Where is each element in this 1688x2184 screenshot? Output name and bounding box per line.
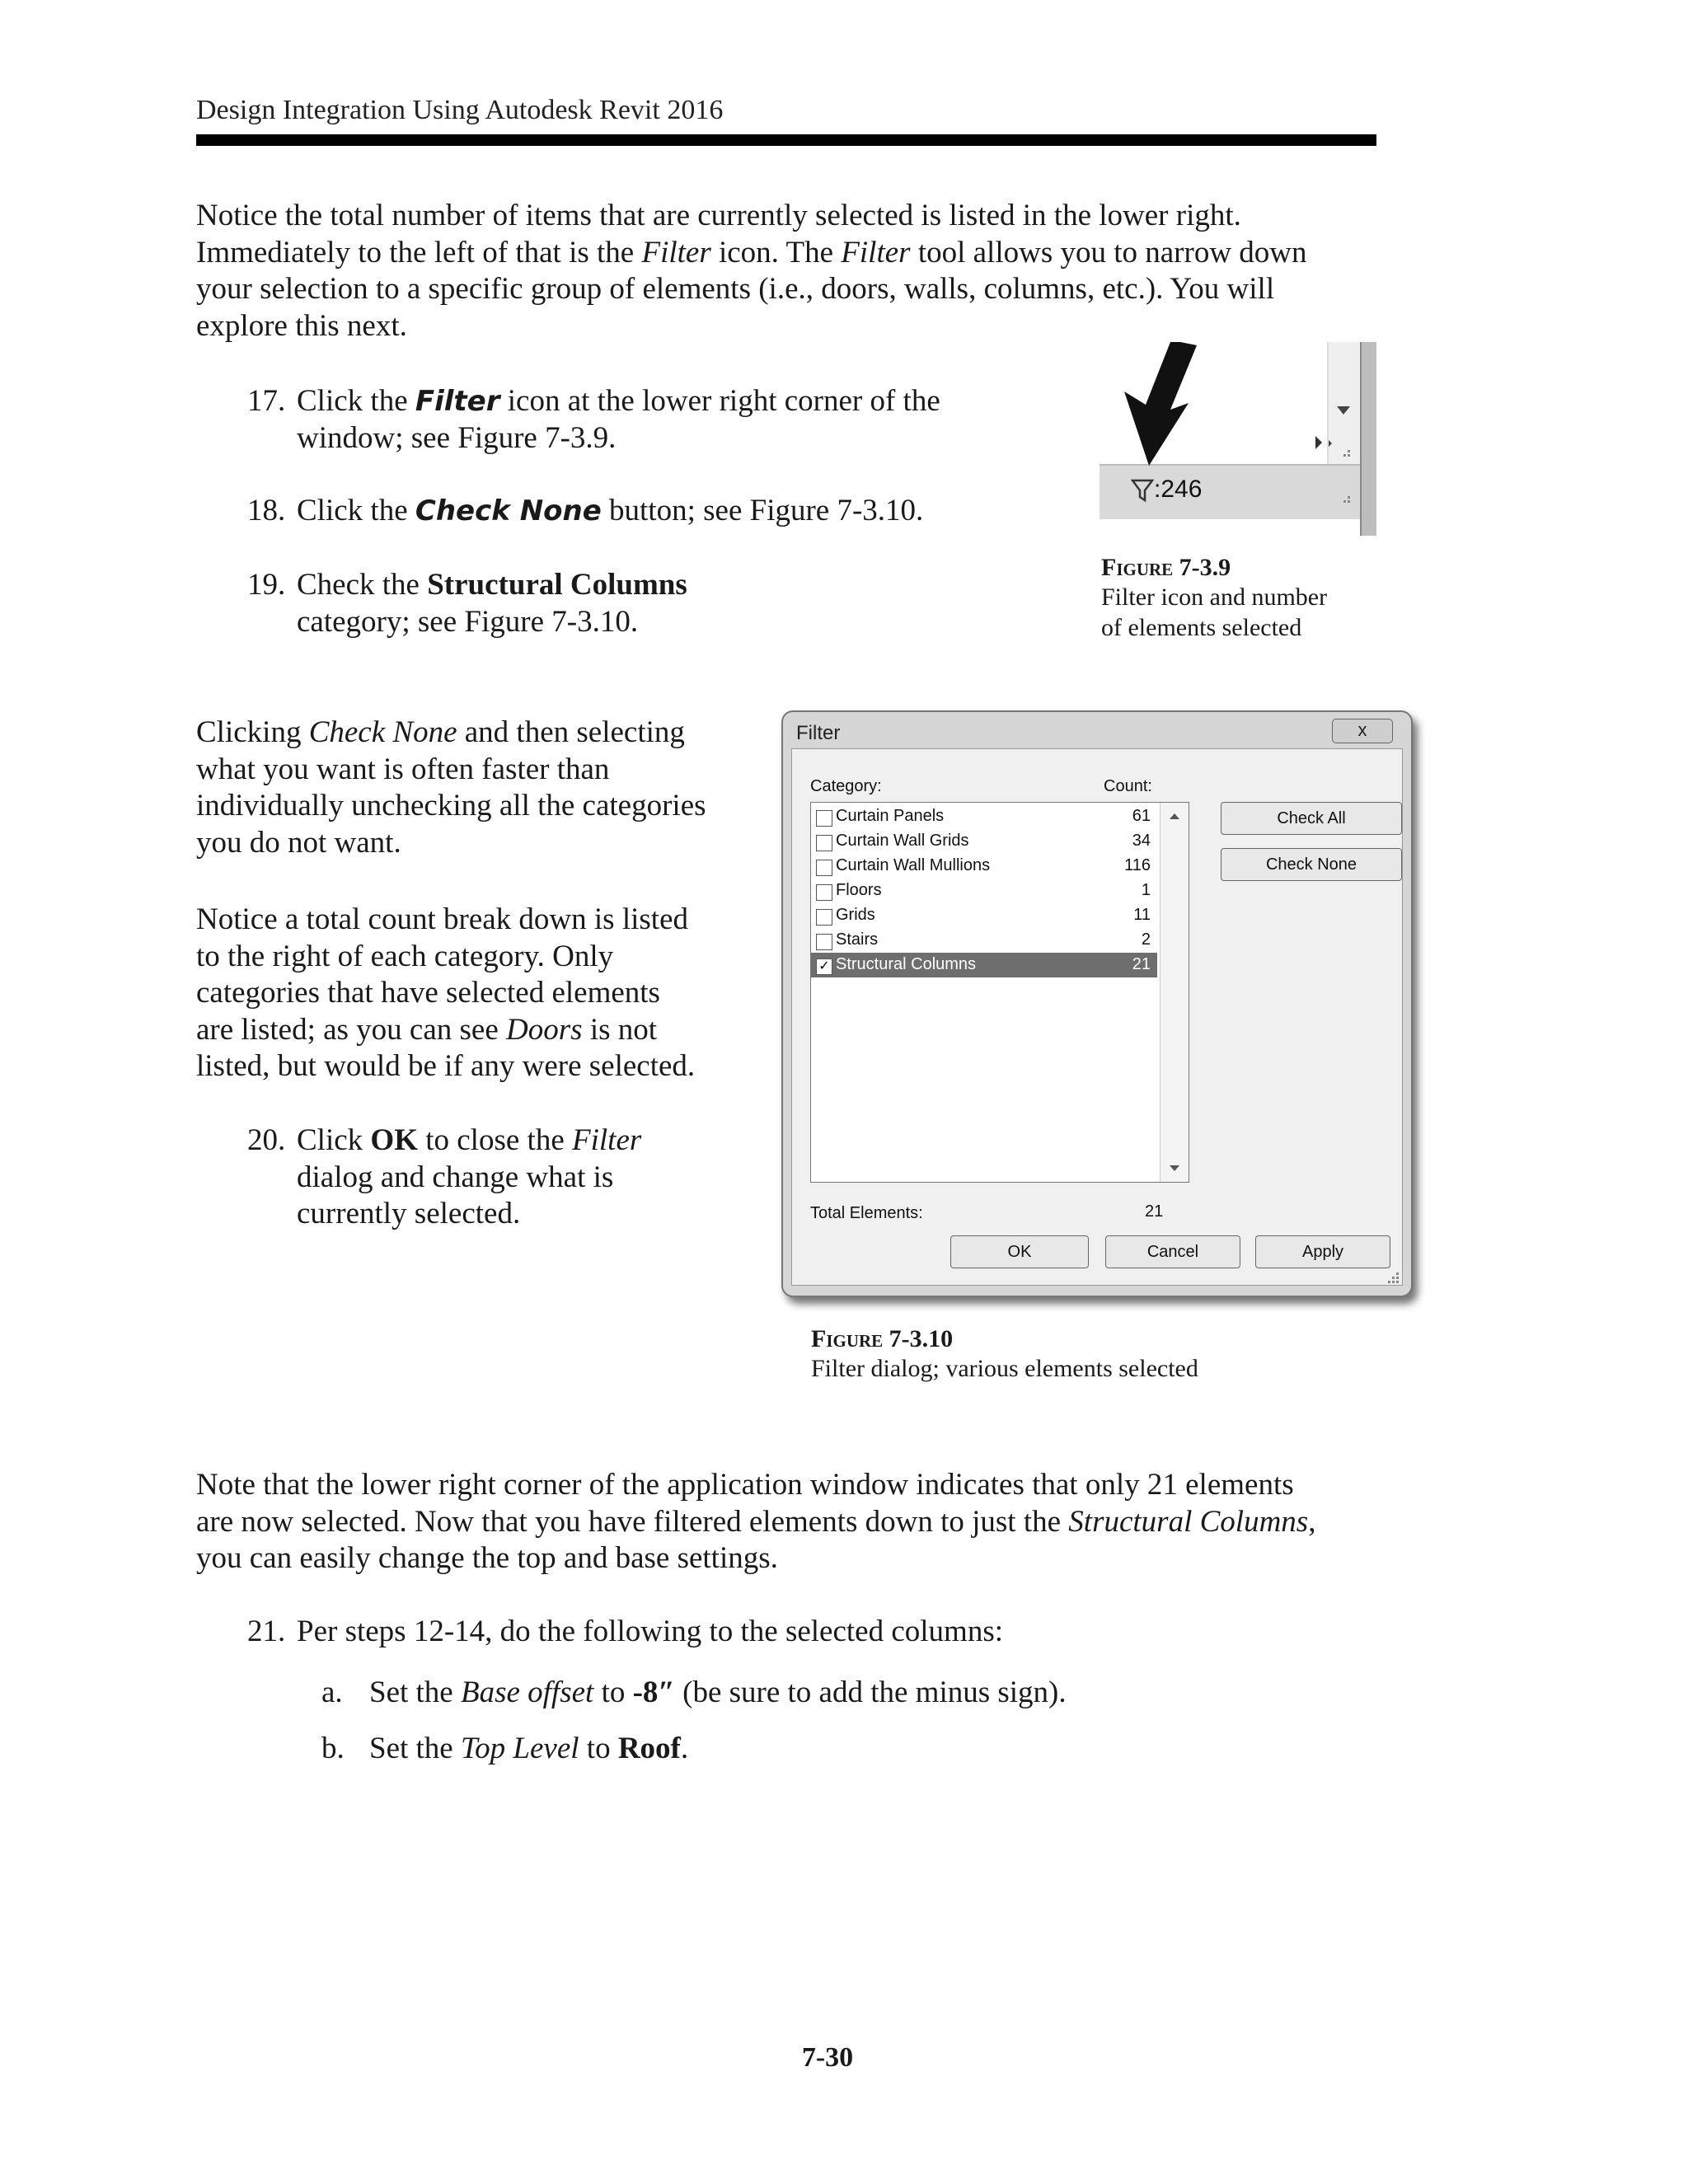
- dialog-body: [791, 748, 1403, 1286]
- note-paragraph: [196, 1467, 1416, 1577]
- category-count: 2: [1141, 930, 1151, 949]
- intro-line-1: Notice the total number of items that are currently selected is listed in the lower right.: [196, 199, 1241, 232]
- check-all-button[interactable]: Check All: [1221, 802, 1402, 835]
- category-count: 21: [1132, 955, 1151, 973]
- substep-text-part: .: [680, 1732, 689, 1765]
- side-paragraph-2: [196, 902, 757, 1085]
- step-text-part: Click the: [297, 494, 415, 527]
- figure-7-3-10-caption: [811, 1325, 1388, 1384]
- category-name: Structural Columns: [836, 955, 977, 973]
- step-17: [247, 383, 989, 457]
- substep-text: [369, 1675, 1276, 1712]
- list-item[interactable]: [811, 804, 1157, 829]
- caption-line: Filter icon and number: [1101, 583, 1328, 611]
- running-header: Design Integration Using Autodesk Revit 2016: [196, 95, 724, 125]
- side-italic-term: Doors: [506, 1012, 583, 1047]
- step-keyword: OK: [370, 1123, 418, 1157]
- step-text-line: category; see Figure 7-3.10.: [297, 604, 639, 639]
- figure-label: Figure 7-3.9: [1101, 554, 1231, 581]
- step-text: Per steps 12-14, do the following to the selected columns:: [297, 1615, 1004, 1648]
- step-keyword: Check None: [415, 494, 602, 527]
- category-label: Category:: [810, 777, 882, 795]
- substep-text: [369, 1731, 1276, 1768]
- step-18: [247, 493, 989, 531]
- category-count: 61: [1132, 807, 1151, 825]
- category-count: 116: [1124, 856, 1151, 874]
- check-none-button[interactable]: Check None: [1221, 848, 1402, 881]
- checkbox[interactable]: [816, 810, 832, 827]
- substep-value: Roof: [617, 1732, 681, 1765]
- substep-text-part: to: [593, 1675, 633, 1709]
- category-count: 1: [1141, 881, 1151, 899]
- side-text: Clicking: [196, 715, 309, 749]
- step-text-part: Check the: [297, 568, 428, 602]
- header-rule: [196, 134, 1376, 146]
- side-text-line: what you want is often faster than: [196, 752, 610, 786]
- intro-line-3: your selection to a specific group of elements (i.e., doors, walls, columns, etc.). You will: [196, 272, 1275, 306]
- category-name: Stairs: [836, 930, 879, 949]
- step-number: 18.: [247, 494, 286, 527]
- step-keyword: Structural Columns: [427, 568, 687, 602]
- note-text: are now selected. Now that you have filtered elements down to just the: [196, 1504, 1069, 1539]
- filter-icon[interactable]: [1131, 477, 1154, 504]
- step-text: [297, 493, 989, 530]
- substep-a: [321, 1675, 1311, 1713]
- side-text: and then selecting: [457, 715, 685, 749]
- step-text-line: dialog and change what is: [297, 1160, 614, 1194]
- figure-7-3-9-caption: [1101, 554, 1398, 643]
- category-name: Curtain Wall Mullions: [836, 856, 991, 874]
- apply-button[interactable]: Apply: [1255, 1235, 1390, 1268]
- intro-text: tool allows you to narrow down: [910, 235, 1307, 269]
- step-text: [297, 567, 989, 640]
- side-paragraph-1: [196, 715, 757, 861]
- side-text-line: to the right of each category. Only: [196, 939, 614, 973]
- count-label: Count:: [1104, 777, 1152, 795]
- step-text-part: icon at the lower right corner of the: [499, 384, 940, 418]
- side-text-line: individually unchecking all the categories: [196, 789, 706, 823]
- intro-paragraph: [196, 198, 1416, 344]
- total-elements-label: Total Elements:: [810, 1204, 923, 1222]
- cancel-button[interactable]: Cancel: [1105, 1235, 1240, 1268]
- side-text-line: listed, but would be if any were selected.: [196, 1049, 696, 1083]
- arrow-pointer-icon: [1100, 342, 1372, 536]
- step-text-part: Click: [297, 1123, 371, 1157]
- note-text: ,: [1308, 1504, 1316, 1539]
- side-text-line: categories that have selected elements: [196, 976, 660, 1010]
- total-elements-value: 21: [1145, 1202, 1164, 1221]
- filter-dialog: [781, 710, 1413, 1297]
- step-number: 17.: [247, 384, 286, 418]
- substep-italic-term: Base offset: [460, 1675, 594, 1709]
- substep-letter: a.: [321, 1675, 343, 1709]
- resize-grip-icon[interactable]: [1387, 1270, 1400, 1283]
- list-item[interactable]: [811, 928, 1157, 953]
- step-text-part: to close the: [417, 1123, 572, 1157]
- list-item[interactable]: [811, 829, 1157, 854]
- step-number: 19.: [247, 568, 286, 602]
- side-text: is not: [582, 1012, 658, 1047]
- checkbox[interactable]: [816, 860, 832, 876]
- figure-7-3-9-image: [1100, 342, 1395, 536]
- step-text-line: window; see Figure 7-3.9.: [297, 420, 617, 455]
- side-text-line: Notice a total count break down is listed: [196, 902, 688, 936]
- category-name: Grids: [836, 906, 875, 924]
- category-name: Curtain Wall Grids: [836, 832, 969, 850]
- ok-button[interactable]: OK: [950, 1235, 1089, 1268]
- side-italic-term: Check None: [308, 715, 457, 749]
- dialog-title: Filter: [796, 722, 841, 744]
- substep-text-part: (be sure to add the minus sign).: [674, 1675, 1067, 1709]
- figure-label: Figure 7-3.10: [811, 1325, 954, 1352]
- checkbox[interactable]: [816, 835, 832, 851]
- substep-value: -8″: [632, 1675, 675, 1709]
- intro-line-4: explore this next.: [196, 308, 407, 343]
- step-text-line: currently selected.: [297, 1197, 521, 1230]
- list-scrollbar[interactable]: [1160, 803, 1189, 1182]
- page-number: 7-30: [801, 2042, 854, 2073]
- step-20: [247, 1122, 742, 1238]
- scroll-arrows-icon: [1160, 803, 1189, 1182]
- note-line: you can easily change the top and base settings.: [196, 1541, 778, 1575]
- category-count: 34: [1132, 832, 1151, 850]
- substep-b: [321, 1731, 1311, 1769]
- checkbox[interactable]: [816, 934, 832, 950]
- category-count: 11: [1133, 906, 1151, 924]
- step-number: 21.: [247, 1615, 286, 1648]
- intro-text: Immediately to the left of that is the: [196, 235, 642, 269]
- step-text-part: Click the: [297, 384, 415, 418]
- list-item[interactable]: [811, 854, 1157, 879]
- checkbox[interactable]: [816, 909, 832, 926]
- intro-filter-term: Filter: [641, 235, 711, 269]
- step-21: [247, 1614, 1319, 1652]
- list-item[interactable]: [811, 879, 1157, 903]
- intro-filter-term: Filter: [841, 235, 911, 269]
- intro-line-2: [196, 235, 1416, 272]
- close-button[interactable]: x: [1332, 719, 1393, 743]
- checkbox-checked[interactable]: ✓: [816, 958, 832, 975]
- side-text-line: you do not want.: [196, 825, 401, 860]
- substep-text-part: to: [579, 1732, 618, 1765]
- caption-line: of elements selected: [1101, 614, 1302, 641]
- category-name: Floors: [836, 881, 882, 899]
- step-19: [247, 567, 989, 641]
- step-keyword: Filter: [415, 385, 500, 418]
- category-list[interactable]: [810, 802, 1189, 1183]
- substep-letter: b.: [321, 1732, 345, 1765]
- substep-italic-term: Top Level: [460, 1732, 579, 1765]
- selection-count: :246: [1154, 476, 1203, 503]
- note-italic-term: Structural Columns: [1068, 1504, 1309, 1539]
- step-number: 20.: [247, 1123, 286, 1157]
- note-line: Note that the lower right corner of the application window indicates that only 21 elements: [196, 1468, 1294, 1502]
- intro-text: icon. The: [710, 235, 842, 269]
- checkbox[interactable]: [816, 884, 832, 901]
- step-italic-term: Filter: [572, 1123, 642, 1157]
- category-name: Curtain Panels: [836, 807, 945, 825]
- list-item[interactable]: [811, 903, 1157, 928]
- step-text: [297, 383, 989, 457]
- substep-text-part: Set the: [369, 1675, 461, 1709]
- caption-line: Filter dialog; various elements selected: [811, 1355, 1198, 1382]
- step-text-part: button; see Figure 7-3.10.: [601, 494, 924, 527]
- side-text: are listed; as you can see: [196, 1012, 507, 1047]
- step-text: [297, 1122, 742, 1233]
- list-item-selected[interactable]: [811, 953, 1157, 977]
- substep-text-part: Set the: [369, 1732, 461, 1765]
